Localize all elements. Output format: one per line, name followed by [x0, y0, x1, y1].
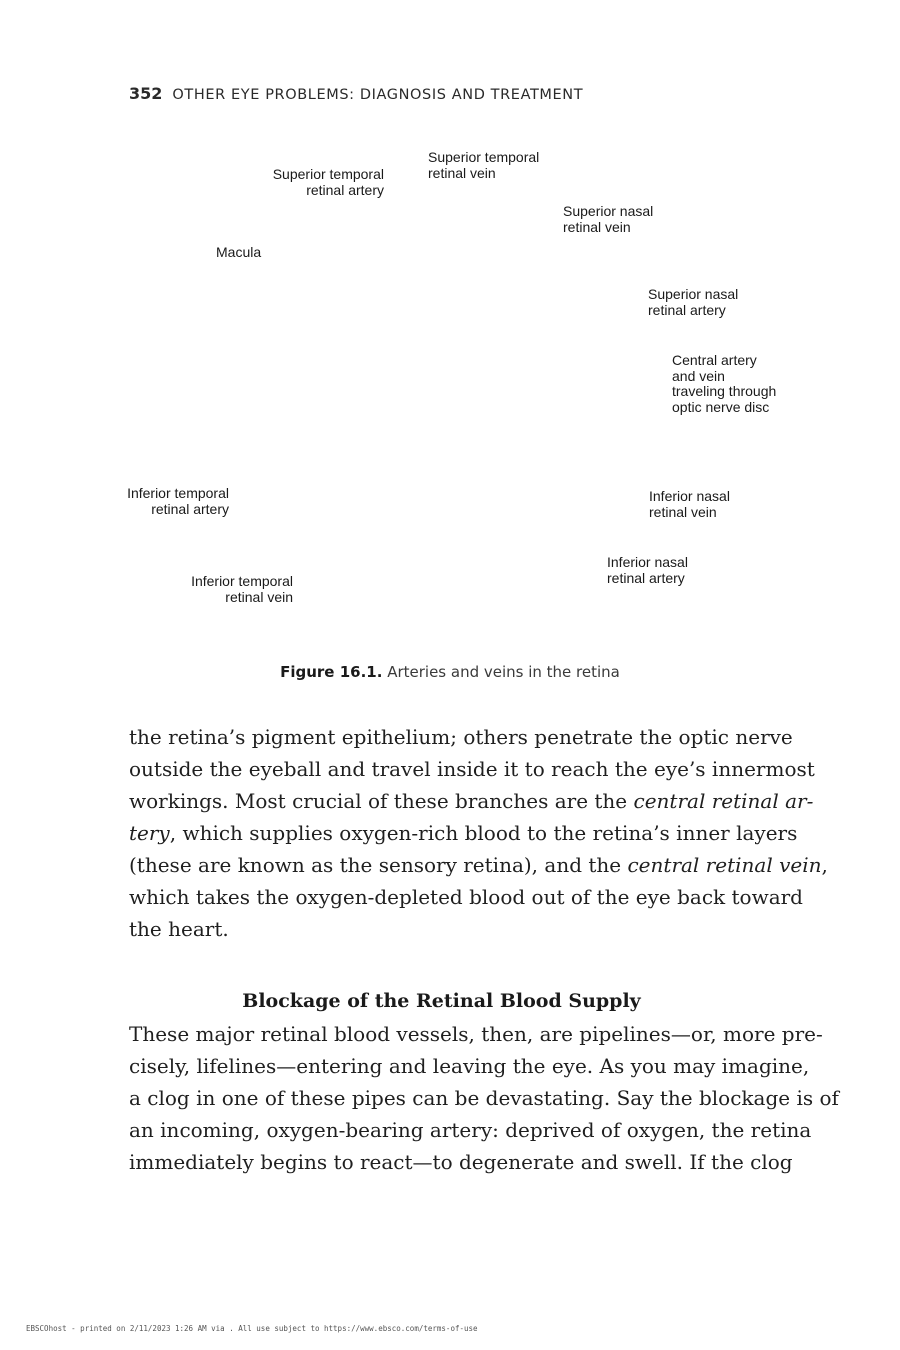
- label-inferior-temporal-retinal-vein: Inferior temporal retinal vein: [191, 573, 293, 605]
- text-line: workings. Most crucial of these branches are the central retinal ar-: [129, 789, 814, 813]
- paragraph: [129, 1018, 839, 1178]
- figure-caption-text: Arteries and veins in the retina: [382, 663, 620, 681]
- page-number: 352: [129, 84, 163, 103]
- label-superior-nasal-retinal-vein: Superior nasal retinal vein: [563, 203, 654, 235]
- text-line: an incoming, oxygen-bearing artery: deprived of oxygen, the retina: [129, 1118, 812, 1142]
- term-central-retinal-artery-end: tery: [129, 821, 170, 845]
- label-central-artery-and-vein: Central artery and vein traveling through optic nerve disc: [672, 352, 777, 415]
- text-line: tery, which supplies oxygen-rich blood to the retina’s inner layers: [129, 821, 798, 845]
- text-line: the retina’s pigment epithelium; others penetrate the optic nerve: [129, 725, 793, 749]
- retina-figure: [0, 140, 900, 620]
- label-inferior-nasal-retinal-vein: Inferior nasal retinal vein: [649, 488, 730, 520]
- term-central-retinal-artery: central retinal ar-: [633, 789, 814, 813]
- label-superior-temporal-retinal-vein: Superior temporal retinal vein: [428, 149, 540, 181]
- text-line: which takes the oxygen-depleted blood out of the eye back toward: [129, 885, 803, 909]
- text-line: immediately begins to react—to degenerate and swell. If the clog: [129, 1150, 793, 1174]
- text-line: a clog in one of these pipes can be devastating. Say the blockage is of: [129, 1086, 839, 1110]
- section-heading: Blockage of the Retinal Blood Supply: [242, 990, 641, 1012]
- footer-notice: EBSCOhost - printed on 2/11/2023 1:26 AM via . All use subject to https://www.ebsco.com/terms-of-use: [26, 1324, 478, 1333]
- text-line: the heart.: [129, 917, 229, 941]
- label-inferior-temporal-retinal-artery: Inferior temporal retinal artery: [127, 485, 229, 517]
- label-superior-temporal-retinal-artery: Superior temporal retinal artery: [272, 166, 384, 198]
- paragraph: [129, 721, 828, 945]
- label-superior-nasal-retinal-artery: Superior nasal retinal artery: [648, 286, 739, 318]
- label-macula: Macula: [216, 244, 262, 260]
- figure-caption: [0, 663, 900, 681]
- chapter-title: OTHER EYE PROBLEMS: DIAGNOSIS AND TREATMENT: [172, 87, 584, 103]
- text-line: (these are known as the sensory retina), and the central retinal vein,: [129, 853, 828, 877]
- text-line: outside the eyeball and travel inside it to reach the eye’s innermost: [129, 757, 815, 781]
- term-central-retinal-vein: central retinal vein: [627, 853, 822, 877]
- text-line: cisely, lifelines—entering and leaving the eye. As you may imagine,: [129, 1054, 810, 1078]
- label-inferior-nasal-retinal-artery: Inferior nasal retinal artery: [607, 554, 688, 586]
- figure-number: Figure 16.1.: [280, 663, 383, 681]
- text-line: These major retinal blood vessels, then, are pipelines—or, more pre-: [129, 1022, 823, 1046]
- running-header: [129, 84, 583, 103]
